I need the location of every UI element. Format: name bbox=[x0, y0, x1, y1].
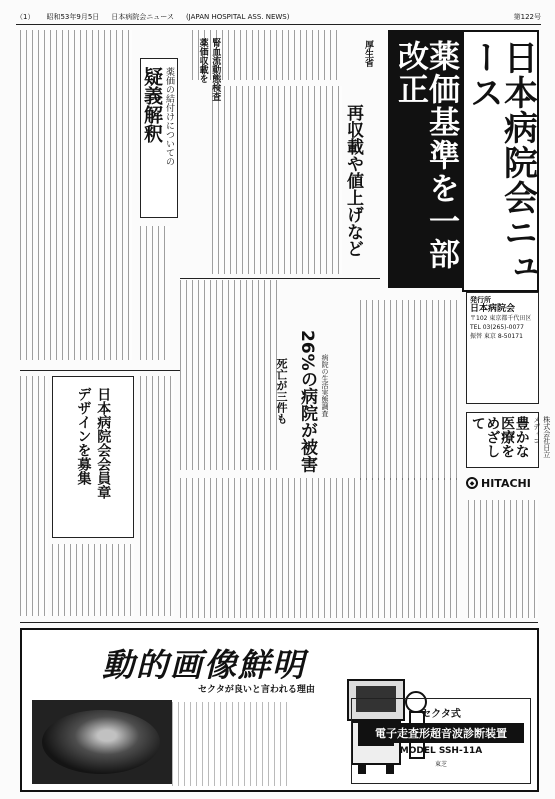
second-subhead: 死亡が三件も bbox=[275, 358, 288, 424]
ad-maker: 東芝 bbox=[434, 761, 447, 768]
qa-box-kicker: 薬価の結付けについての bbox=[164, 67, 174, 166]
hitachi-mark-icon: ◆ bbox=[466, 477, 478, 489]
badge-design-box bbox=[52, 376, 134, 538]
page-number: （1） bbox=[16, 13, 35, 21]
badge-line-1: 日本病院会会員章 bbox=[95, 387, 112, 499]
right-column-text bbox=[468, 500, 538, 618]
hitachi-brand: HITACHI bbox=[481, 476, 531, 490]
ultrasound-image bbox=[32, 700, 172, 784]
publisher-label: 発行所 bbox=[470, 296, 491, 304]
ultrasound-scan-graphic bbox=[42, 710, 160, 774]
side-notice-text bbox=[52, 544, 134, 616]
ad-body-text bbox=[172, 702, 292, 786]
ad-model: MODEL SSH-11A bbox=[399, 746, 483, 756]
badge-line-2: デザインを募集 bbox=[75, 387, 92, 485]
publisher-line: TEL 03(265)-0077 bbox=[470, 324, 524, 331]
second-story-text bbox=[180, 478, 460, 618]
divider bbox=[20, 370, 180, 371]
paper-name: 日本病院会ニュース bbox=[111, 13, 174, 21]
right-ad bbox=[466, 412, 551, 468]
qa-box-title: 疑義解釈 bbox=[141, 67, 163, 143]
ad-model-box bbox=[351, 698, 531, 784]
ad-headline: 動的画像鮮明 bbox=[102, 646, 307, 684]
hitachi-logo bbox=[466, 474, 539, 492]
ad-product: 電子走査形超音波診断装置 bbox=[358, 723, 524, 743]
feature-line-2: 薬価収載を bbox=[197, 38, 208, 83]
publisher-box bbox=[466, 292, 539, 404]
publisher-line: 振替 東京 8-50171 bbox=[470, 333, 523, 340]
right-ad-main: 豊かな医療をめざして bbox=[469, 416, 530, 458]
lead-story-text bbox=[212, 86, 342, 274]
lead-story-text bbox=[360, 300, 460, 480]
right-ad-company: 株式会社日立メディコ bbox=[532, 416, 551, 458]
lead-story-text bbox=[180, 280, 280, 470]
second-kicker: 病院の生活実態調査 bbox=[321, 354, 329, 417]
ad-tagline: セクタが良いと言われる理由 bbox=[198, 685, 315, 695]
qa-box bbox=[140, 58, 178, 218]
feature-line-1: 腎血流動態検査 bbox=[210, 38, 221, 101]
side-notice-text bbox=[20, 376, 48, 616]
qa-text bbox=[140, 226, 170, 360]
second-story-text bbox=[140, 376, 174, 616]
ad-model-kind: セクタ式 bbox=[421, 709, 461, 720]
issue-date: 昭和53年9月5日 bbox=[46, 13, 100, 21]
bottom-advertisement bbox=[20, 628, 539, 792]
paper-name-en: (JAPAN HOSPITAL ASS. NEWS) bbox=[185, 13, 290, 21]
masthead bbox=[462, 30, 539, 292]
issue-number: 第122号 bbox=[513, 13, 541, 21]
second-headline: 26%の病院が被害 bbox=[297, 330, 317, 473]
feature-headline bbox=[196, 38, 221, 101]
publisher-org: 日本病院会 bbox=[470, 304, 516, 314]
lead-headline: 薬価基準を一部改正 bbox=[392, 40, 459, 271]
lead-headline-box bbox=[388, 30, 462, 288]
divider bbox=[20, 622, 538, 623]
publisher-line: 〒102 東京都千代田区 bbox=[470, 315, 532, 322]
masthead-title: 日本病院会ニュース bbox=[463, 40, 538, 285]
lead-subhead-top: 厚生省 bbox=[363, 40, 373, 67]
page-header bbox=[16, 10, 541, 25]
lead-subhead-main: 再収載や値上げなど bbox=[343, 104, 363, 257]
qa-text bbox=[20, 30, 132, 360]
divider bbox=[180, 278, 380, 279]
